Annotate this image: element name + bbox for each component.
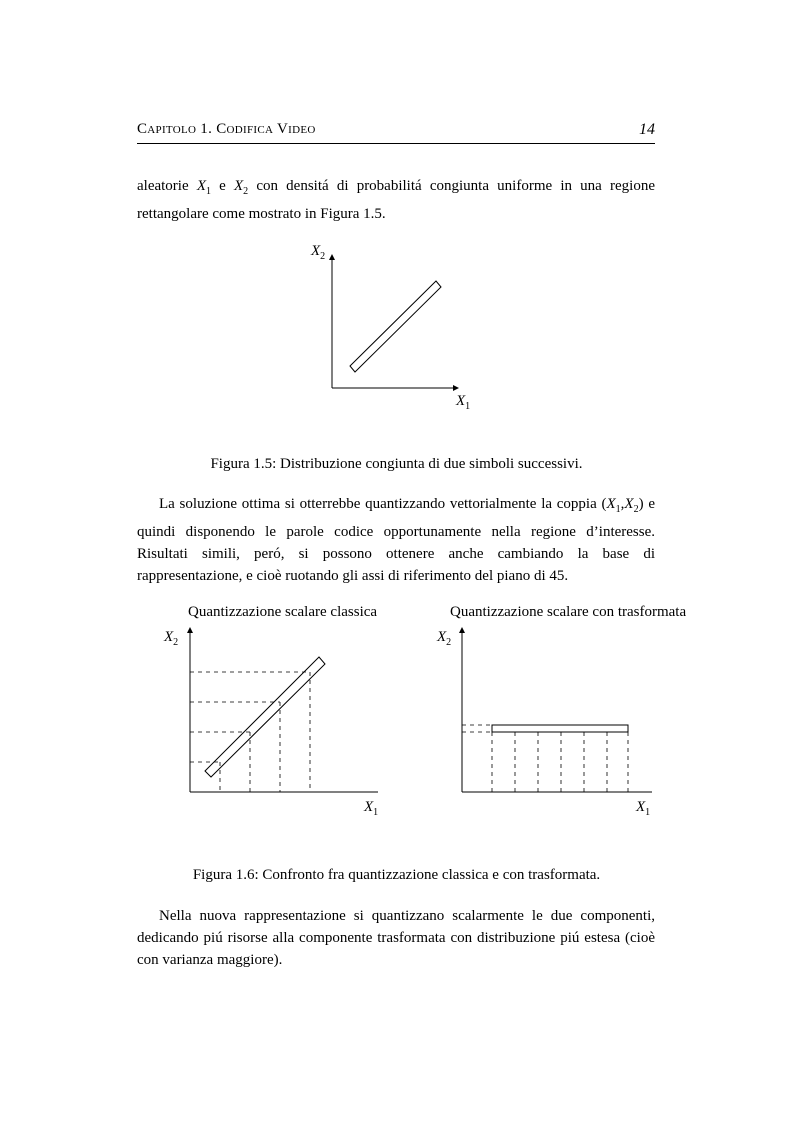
- chapter-title: Capitolo 1. Codifica Video: [137, 121, 316, 137]
- x-axis-label: $X_1$: [456, 393, 471, 412]
- left-y-label: $X_2$: [164, 629, 179, 648]
- paragraph-intro: aleatorie $X_1$ e $X_2$ con densitá di probabilitá congiunta uniforme in una regione rettangolare come mostrato in Figura 1.5.: [137, 178, 655, 222]
- figure-1-5-caption: Figura 1.5: Distribuzione congiunta di due simboli successivi.: [210, 456, 583, 472]
- right-y-label: $X_2$: [437, 629, 452, 648]
- left-uniform-region: [205, 657, 325, 777]
- y-axis-label: $X_2$: [311, 243, 326, 262]
- right-plot: [436, 628, 652, 818]
- right-uniform-region: [492, 725, 628, 732]
- left-plot: [163, 628, 378, 818]
- page-number: 14: [639, 121, 655, 138]
- right-plot-title: Quantizzazione scalare con trasformata: [450, 604, 687, 620]
- left-x-label: $X_1$: [364, 799, 379, 818]
- figure-1-6-caption: Figura 1.6: Confronto fra quantizzazione classica e con trasformata.: [192, 867, 601, 883]
- left-plot-title: Quantizzazione scalare classica: [188, 604, 378, 620]
- paragraph-solution: La soluzione ottima si otterrebbe quantizzando vettorialmente la coppia $(X_1,X_2)$ e quindi disponendo le parole codice opportunamente nella regione d’interesse. Risultati simili, peró, si possono ottenere anche cambiando la base di rappresentazione, e cioè ruotando gli assi di riferimento del piano di 45.: [137, 496, 655, 584]
- right-x-label: $X_1$: [636, 799, 651, 818]
- paragraph-new-representation: Nella nuova rappresentazione si quantizzano scalarmente le due componenti, dedicando piú risorse alla componente trasformata con distribuzione piú estesa (cioè con varianza maggiore).: [137, 908, 655, 968]
